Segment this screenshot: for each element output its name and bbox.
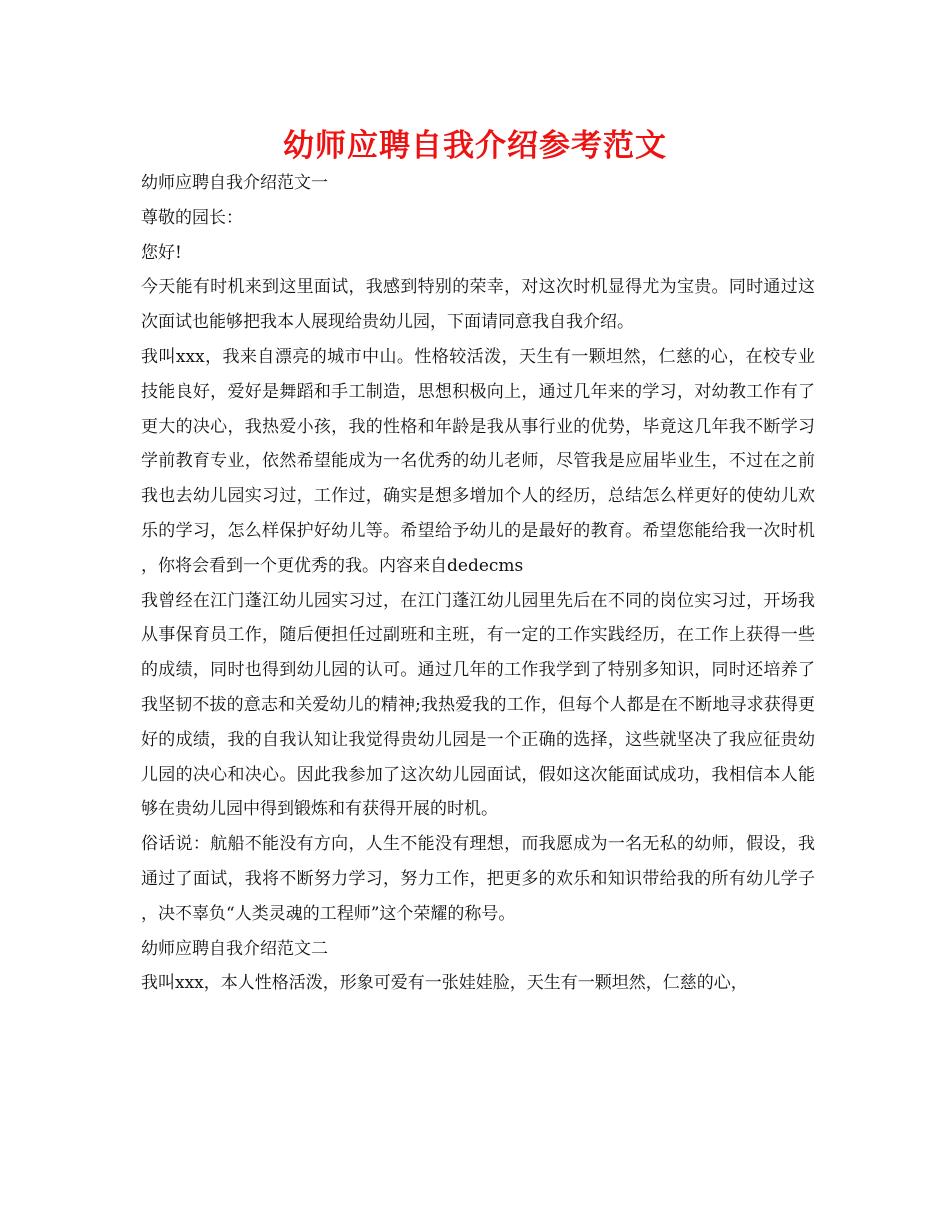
document-title: 幼师应聘自我介绍参考范文 xyxy=(283,128,667,164)
section-heading-1: 幼师应聘自我介绍范文一 xyxy=(141,173,328,193)
greeting: 您好! xyxy=(141,242,182,263)
body-paragraph: 今天能有时机来到这里面试，我感到特别的荣幸，对这次时机显得尤为宝贵。同时通过这次面试也能够把我本人展现给贵幼儿园，下面请同意我自我介绍。 xyxy=(141,277,815,333)
salutation: 尊敬的园长： xyxy=(141,207,243,228)
section-heading-2: 幼师应聘自我介绍范文二 xyxy=(141,938,328,959)
body-paragraph: 我叫xxx，本人性格活泼，形象可爱有一张娃娃脸，天生有一颗坦然，仁慈的心， xyxy=(141,973,748,994)
body-paragraph: 我叫xxx，我来自漂亮的城市中山。性格较活泼，天生有一颗坦然，仁慈的心，在校专业技能良好，爱好是舞蹈和手工制造，思想积极向上，通过几年来的学习，对幼教工作有了更大的决心，我热爱小孩，我的性格和年龄是我从事行业的优势，毕竟这几年我不断学习学前教育专业，依然希望能成为一名优秀的幼儿老师，尽管我是应届毕业生，不过在之前我也去幼儿园实习过，工作过，确实是想多增加个人的经历，总结怎么样更好的使幼儿欢乐的学习，怎么样保护好幼儿等。希望给予幼儿的是最好的教育。希望您能给我一次时机，你将会看到一个更优秀的我。内容来自dedecms xyxy=(141,346,815,576)
document-body xyxy=(141,166,815,1001)
body-paragraph: 俗话说：航船不能没有方向，人生不能没有理想，而我愿成为一名无私的幼师，假设，我通过了面试，我将不断努力学习，努力工作，把更多的欢乐和知识带给我的所有幼儿学子，决不辜负“人类灵魂的工程师”这个荣耀的称号。 xyxy=(141,834,815,924)
body-paragraph: 我曾经在江门蓬江幼儿园实习过，在江门蓬江幼儿园里先后在不同的岗位实习过，开场我从事保育员工作，随后便担任过副班和主班，有一定的工作实践经历，在工作上获得一些的成绩，同时也得到幼儿园的认可。通过几年的工作我学到了特别多知识，同时还培养了我坚韧不拔的意志和关爱幼儿的精神;我热爱我的工作，但每个人都是在不断地寻求获得更好的成绩，我的自我认知让我觉得贵幼儿园是一个正确的选择，这些就坚决了我应征贵幼儿园的决心和决心。因此我参加了这次幼儿园面试，假如这次能面试成功，我相信本人能够在贵幼儿园中得到锻炼和有获得开展的时机。 xyxy=(141,590,815,820)
